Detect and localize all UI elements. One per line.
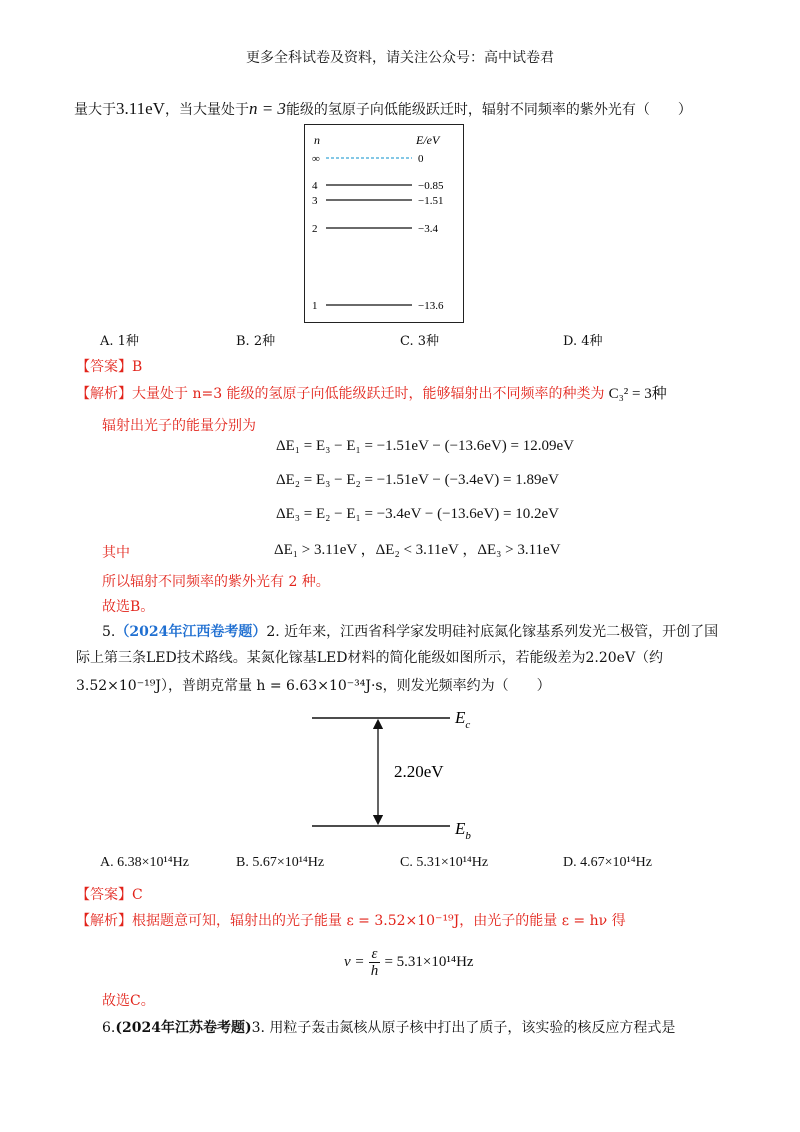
q5-option-a[interactable]: A. 6.38×10¹⁴Hz — [100, 855, 189, 870]
q5-question-line2: 际上第三条LED技术路线。某氮化镓基LED材料的简化能级如图所示，若能级差为2.20eV（约 — [76, 650, 664, 666]
q5-analysis-line1 — [76, 910, 626, 930]
q5-option-d[interactable]: D. 4.67×10¹⁴Hz — [563, 855, 652, 870]
formula-fraction — [369, 946, 381, 979]
q6-number: 6. — [102, 1020, 116, 1036]
q5-final-answer: 故选C。 — [102, 993, 155, 1009]
page-header: 更多全科试卷及资料，请关注公众号：高中试卷君 — [246, 50, 554, 66]
q4-comparison-formula: ΔE₁ > 3.11eV ，ΔE₂ < 3.11eV ，ΔE₃ > 3.11eV — [274, 542, 561, 558]
formula-rhs: = 5.31×10¹⁴Hz — [384, 953, 474, 970]
q4-option-a[interactable]: A. 1种 — [100, 334, 139, 349]
energy-level-n-label: 4 — [312, 180, 318, 192]
lower-level-label: $E_b$ — [455, 819, 471, 842]
q4-equation-3: ΔE₃ = E₂ − E₁ = −3.4eV − (−13.6eV) = 10.2eV — [276, 506, 559, 522]
formula-numerator: ε — [369, 946, 381, 963]
q4-text-c: 能级的氢原子向低能级跃迁时，辐射不同频率的紫外光有（ ） — [285, 102, 692, 118]
q4-analysis-line1 — [76, 382, 667, 403]
q5-text-1: 2. 近年来，江西省科学家发明硅衬底氮化镓基系列发光二极管，开创了国 — [266, 624, 719, 640]
q6-source-tag: (2024年江苏卷考题) — [115, 1020, 252, 1036]
q4-equation-1: ΔE₁ = E₃ − E₁ = −1.51eV − (−13.6eV) = 12.09eV — [276, 438, 574, 454]
led-energy-level-diagram — [300, 700, 500, 850]
q4-among-label: 其中 — [102, 545, 130, 561]
q5-question-line1 — [102, 621, 718, 641]
energy-level-e-label: −3.4 — [418, 223, 438, 235]
q4-answer: 【答案】B — [76, 359, 143, 375]
energy-level-e-label: −13.6 — [418, 300, 444, 312]
q4-option-d[interactable]: D. 4种 — [563, 334, 603, 349]
energy-level-n-label: ∞ — [312, 153, 320, 165]
q4-question-line — [74, 99, 692, 119]
energy-gap-label: 2.20eV — [394, 762, 444, 781]
q4-text-b: ，当大量处于 — [164, 102, 249, 118]
energy-level-e-label: 0 — [418, 153, 424, 165]
energy-level-e-label: −1.51 — [418, 195, 444, 207]
q5-analysis-text: 根据题意可知，辐射出的光子能量 ε = 3.52×10⁻¹⁹J，由光子的能量 ε = hν 得 — [132, 913, 626, 929]
q4-energy-value: 3.11eV — [116, 99, 165, 118]
energy-level-e-label: −0.85 — [418, 180, 444, 192]
q4-equation-2: ΔE₂ = E₃ − E₂ = −1.51eV − (−3.4eV) = 1.89eV — [276, 472, 559, 488]
q5-source-tag: （2024年江西卷考题） — [115, 624, 267, 640]
q5-option-c[interactable]: C. 5.31×10¹⁴Hz — [400, 855, 489, 870]
q5-question-line3: 3.52×10⁻¹⁹J），普朗克常量 h = 6.63×10⁻³⁴J·s，则发光频率约为（ ） — [76, 678, 551, 694]
q6-text-1: 3. 用粒子轰击氮核从原子核中打出了质子，该实验的核反应方程式是 — [251, 1020, 676, 1036]
formula-lhs: ν = — [344, 953, 365, 970]
diagram-n-axis-label: n — [314, 133, 320, 147]
q5-analysis-tag: 【解析】 — [76, 913, 132, 929]
q5-frequency-formula — [344, 942, 474, 982]
q4-final-answer: 故选B。 — [102, 599, 155, 615]
upper-level-label: $E_c$ — [455, 708, 471, 731]
q4-analysis-text: 大量处于 n=3 能级的氢原子向低能级跃迁时，能够辐射出不同频率的种类为 — [132, 386, 605, 402]
q5-number: 5. — [102, 624, 116, 640]
q4-analysis-tag: 【解析】 — [76, 386, 132, 402]
q4-option-b[interactable]: B. 2种 — [236, 334, 276, 349]
q5-answer: 【答案】C — [76, 887, 143, 903]
energy-level-n-label: 1 — [312, 300, 318, 312]
q4-option-c[interactable]: C. 3种 — [400, 334, 440, 349]
q4-text-a: 量大于 — [74, 102, 116, 118]
q6-question-line1 — [102, 1017, 675, 1037]
q4-conclusion: 所以辐射不同频率的紫外光有 2 种。 — [102, 574, 330, 590]
formula-denominator: h — [370, 962, 379, 979]
energy-level-n-label: 3 — [312, 195, 318, 207]
q4-analysis-line2: 辐射出光子的能量分别为 — [102, 418, 256, 434]
q4-n-value: n = 3 — [248, 99, 286, 118]
q5-option-b[interactable]: B. 5.67×10¹⁴Hz — [236, 855, 325, 870]
diagram-energy-axis-label: E/eV — [416, 133, 440, 147]
energy-level-n-label: 2 — [312, 223, 318, 235]
q4-combination-formula: C₃² = 3种 — [608, 386, 667, 402]
hydrogen-energy-level-diagram — [304, 124, 464, 324]
